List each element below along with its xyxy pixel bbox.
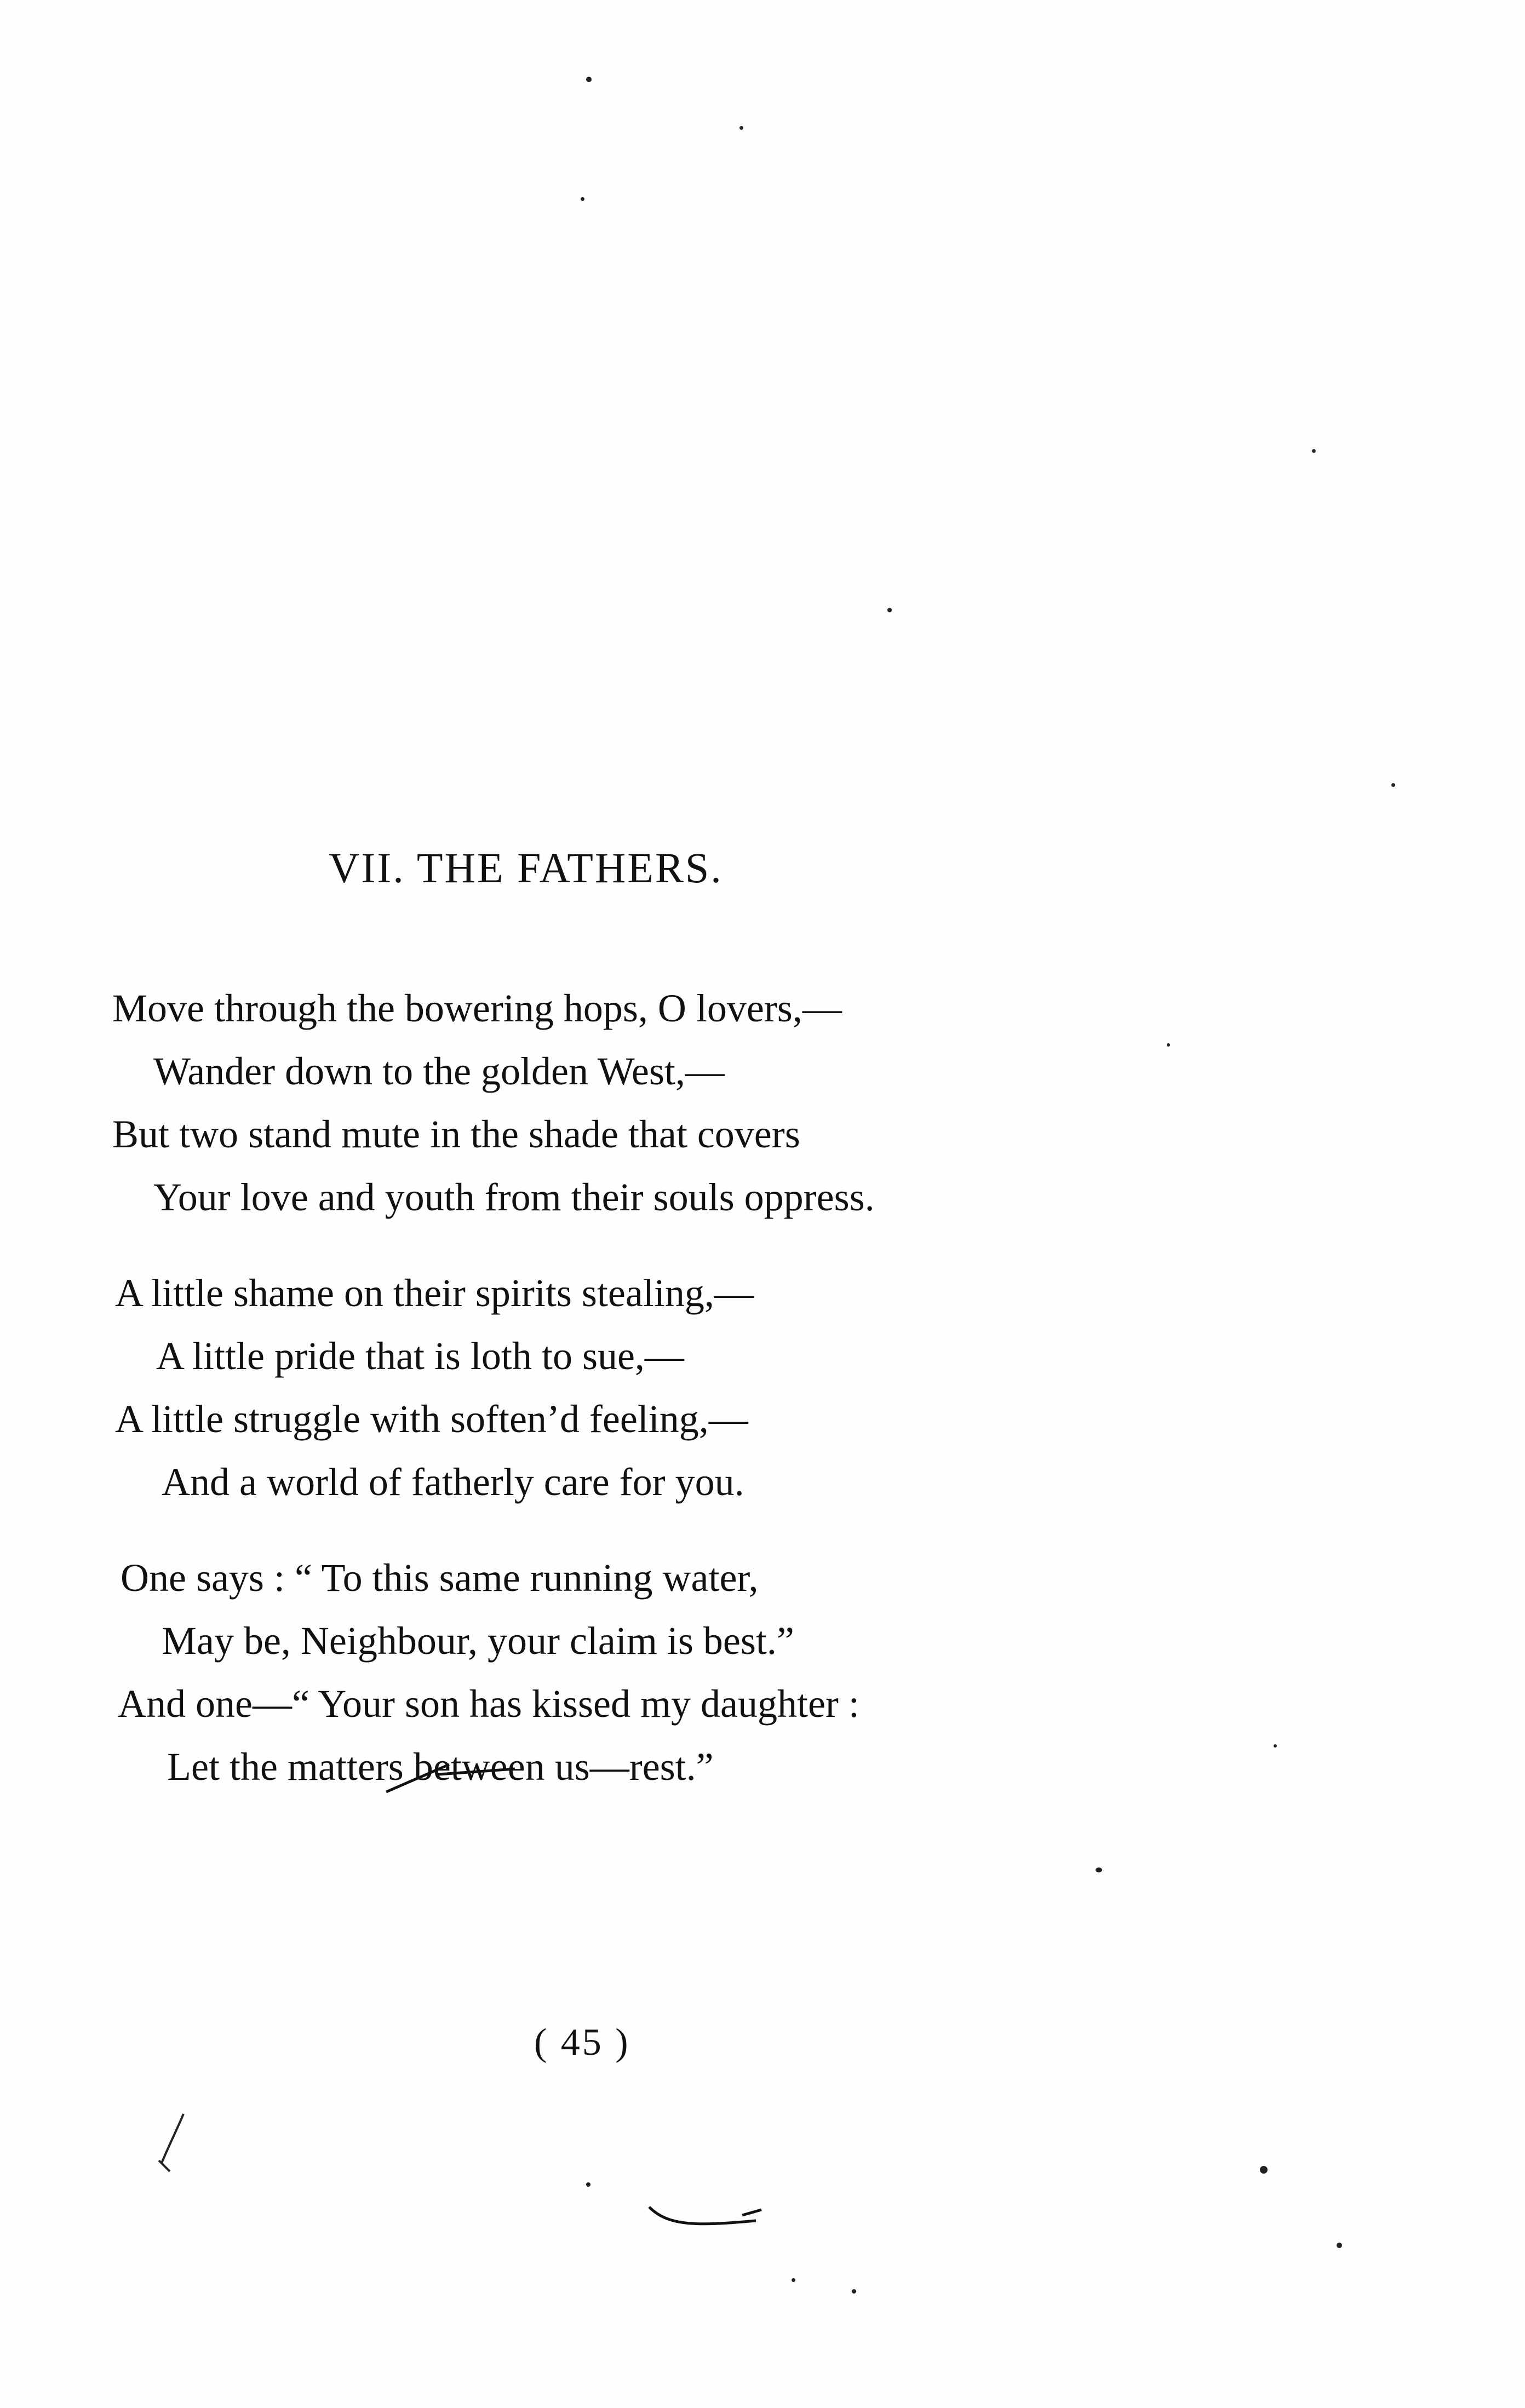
poem-title: VII. THE FATHERS. — [329, 844, 723, 892]
scan-speck — [792, 2278, 795, 2282]
page-number: ( 45 ) — [534, 2021, 630, 2064]
poem-line: May be, Neighbour, your claim is best.” — [162, 1619, 794, 1663]
poem-line: And a world of fatherly care for you. — [162, 1460, 744, 1504]
poem-line: Wander down to the golden West,— — [153, 1049, 725, 1093]
scan-speck — [852, 2289, 856, 2294]
scan-speck — [1391, 783, 1395, 787]
poem-line: Move through the bowering hops, O lovers,— — [112, 986, 842, 1030]
poem-line: One says : “ To this same running water, — [121, 1556, 759, 1600]
bottom-pencil-mark — [646, 2202, 767, 2234]
scan-speck — [1337, 2243, 1342, 2248]
poem-line: Your love and youth from their souls oppress. — [153, 1175, 875, 1219]
poem-line: And one—“ Your son has kissed my daughter : — [118, 1682, 859, 1726]
scan-speck — [887, 608, 892, 612]
scan-speck — [1274, 1744, 1277, 1748]
poem-line: Let the matters between us—rest.” — [167, 1745, 714, 1789]
scan-speck — [1096, 1867, 1102, 1872]
scan-speck — [1167, 1043, 1170, 1047]
poem-line: A little struggle with soften’d feeling,— — [115, 1397, 748, 1441]
scan-speck — [586, 2182, 590, 2187]
scan-speck — [586, 77, 592, 82]
poem-line: A little pride that is loth to sue,— — [156, 1334, 684, 1378]
pen-strike-mark — [383, 1752, 526, 1796]
scan-speck — [1312, 449, 1316, 453]
scan-speck — [739, 126, 743, 130]
scan-speck — [581, 197, 584, 201]
scan-speck — [1260, 2166, 1268, 2174]
poem-line: But two stand mute in the shade that covers — [112, 1112, 800, 1156]
poem-line: A little shame on their spirits stealing,— — [115, 1271, 754, 1315]
margin-pencil-mark — [153, 2111, 197, 2177]
